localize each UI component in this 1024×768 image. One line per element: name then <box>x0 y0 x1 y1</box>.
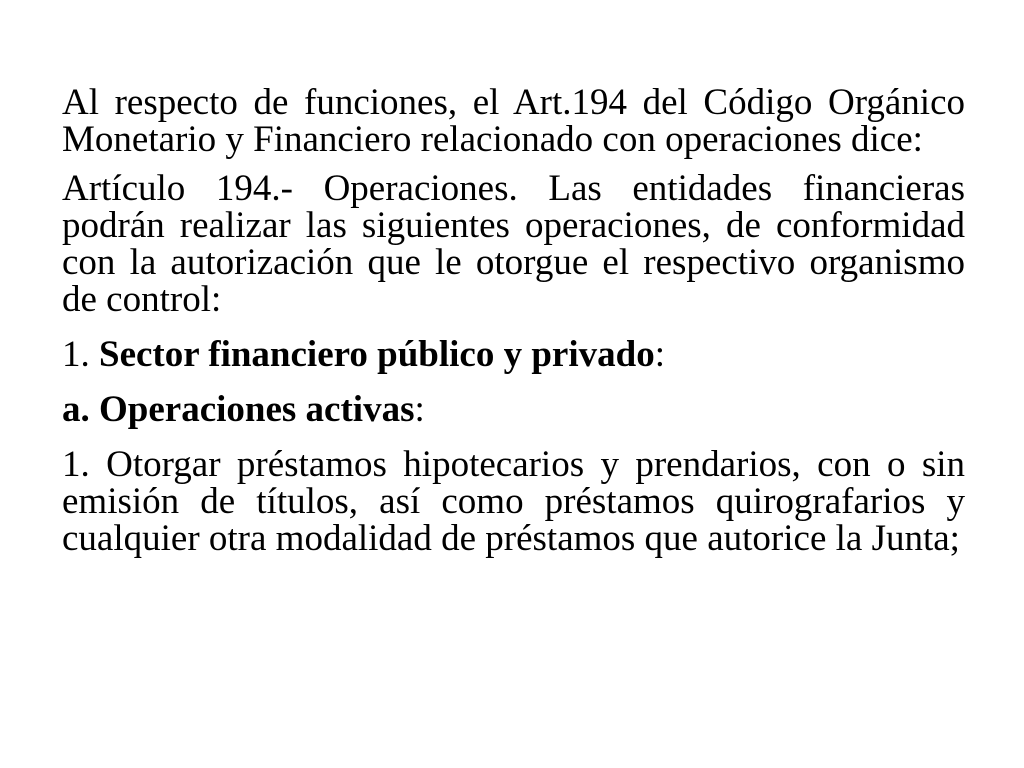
article-194-paragraph: Artículo 194.- Operaciones. Las entidades financieras podrán realizar las siguientes operaciones, de conformidad con la autorización que le otorgue el respectivo organismo de control: <box>62 168 965 320</box>
sector-title: Sector financiero público y privado <box>99 334 655 375</box>
intro-paragraph: Al respecto de funciones, el Art.194 del Código Orgánico Monetario y Financiero relacionado con operaciones dice: <box>62 82 965 160</box>
sector-heading <box>62 336 965 373</box>
operations-heading <box>62 391 965 428</box>
item-1-paragraph: 1. Otorgar préstamos hipotecarios y prendarios, con o sin emisión de títulos, así como préstamos quirografarios y cualquier otra modalidad de préstamos que autorice la Junta; <box>62 444 965 559</box>
sector-suffix: : <box>654 334 665 375</box>
operations-title: a. Operaciones activas <box>62 389 415 430</box>
slide-content <box>62 84 965 557</box>
sector-number: 1. <box>62 334 99 375</box>
operations-suffix: : <box>414 389 425 430</box>
